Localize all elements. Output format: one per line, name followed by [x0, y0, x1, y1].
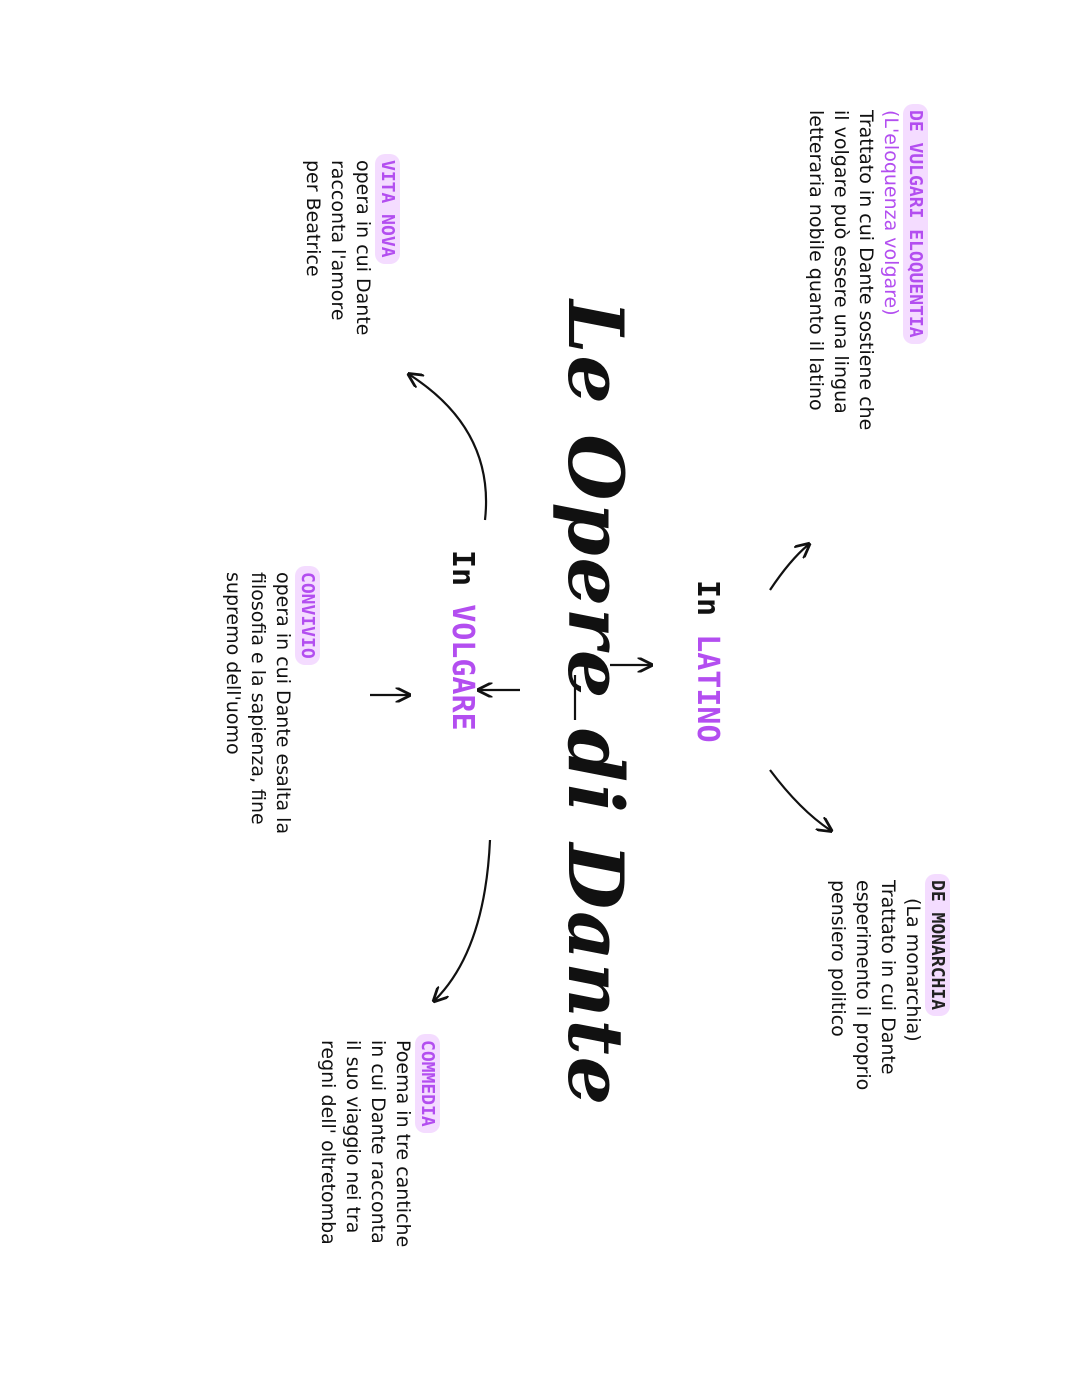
node-heading: COMMEDIA: [415, 1034, 440, 1133]
node-text-line: Trattato in cui Dante sostiene che: [855, 110, 877, 431]
branch-latino: [690, 580, 725, 743]
node-heading: CONVIVIO: [295, 566, 320, 665]
node-subtitle: (L'eloquenza volgare): [880, 110, 902, 316]
node-text-line: letteraria nobile quanto il latino: [805, 110, 827, 411]
node-text-line: in cui Dante racconta: [367, 1040, 389, 1244]
node-de-vulgari-eloquentia: [803, 110, 928, 430]
node-text-line: Trattato in cui Dante: [877, 880, 899, 1075]
node-text-line: opera in cui Dante: [352, 160, 374, 336]
node-text-line: pensiero politico: [827, 880, 849, 1037]
node-vita-nova: [300, 160, 400, 336]
node-convivio: [220, 572, 320, 834]
node-text-line: Poema in tre cantiche: [392, 1040, 414, 1248]
branch-volgare: [445, 550, 480, 731]
branch-latino-prefix: In: [690, 580, 725, 635]
arrow-latino-to-demonarchia: [770, 770, 830, 830]
node-text-line: il suo viaggio nei tra: [342, 1040, 364, 1234]
node-commedia: [315, 1040, 440, 1247]
node-text-line: il volgare può essere una lingua: [830, 110, 852, 414]
node-heading: DE MONARCHIA: [925, 874, 950, 1016]
node-heading: DE VULGARI ELOQUENTIA: [903, 104, 928, 344]
branch-latino-label: LATINO: [690, 634, 725, 743]
node-text-line: esperimento il proprio: [852, 880, 874, 1091]
node-text-line: opera in cui Dante esalta la: [272, 572, 294, 835]
node-heading: VITA NOVA: [375, 154, 400, 264]
node-text-line: regni dell' oltretomba: [317, 1040, 339, 1245]
branch-volgare-label: VOLGARE: [445, 604, 480, 731]
node-subtitle: (La monarchia): [902, 898, 924, 1042]
arrow-volgare-to-vitanova: [410, 375, 486, 520]
branch-volgare-prefix: In: [445, 550, 480, 605]
node-text-line: racconta l'amore: [327, 160, 349, 321]
node-text-line: supremo dell'uomo: [222, 572, 244, 755]
arrow-latino-to-devulgari: [770, 545, 808, 590]
page-title: Le Opere di Dante: [551, 300, 640, 1108]
node-de-monarchia: [825, 880, 950, 1090]
node-text-line: per Beatrice: [302, 160, 324, 277]
arrow-volgare-to-commedia: [435, 840, 490, 1000]
node-text-line: filosofia e la sapienza, fine: [247, 572, 269, 825]
